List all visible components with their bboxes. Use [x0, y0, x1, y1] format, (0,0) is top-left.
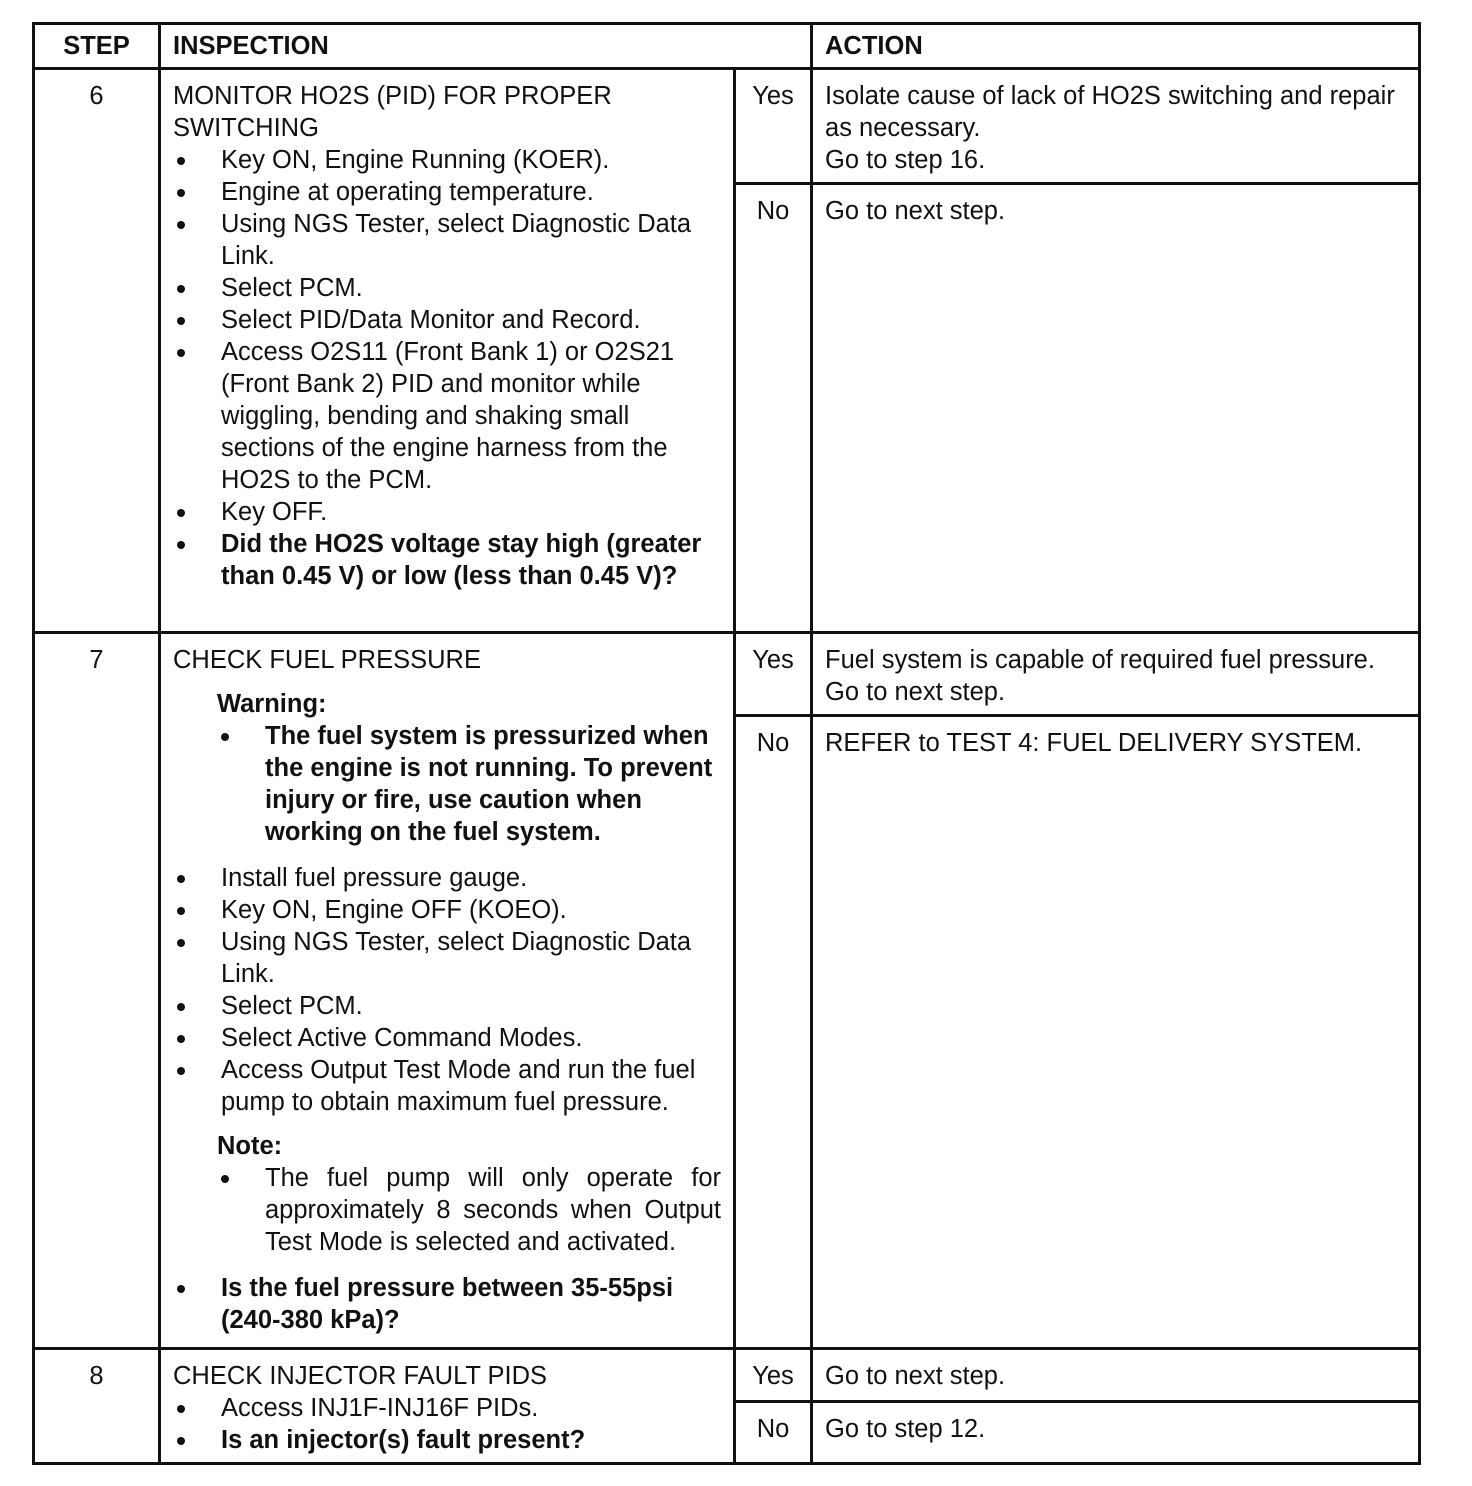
header-inspection: INSPECTION [160, 24, 812, 69]
action-line: Isolate cause of lack of HO2S switching and repair as necessary. [825, 82, 1395, 142]
list-item: Access O2S11 (Front Bank 1) or O2S21 (Front Bank 2) PID and monitor while wiggling, bending and shaking small sections of the engine harness from the HO2S to the PCM. [173, 336, 721, 496]
step-number: 8 [34, 1349, 160, 1464]
table-header-row [34, 24, 1420, 69]
list-item: Select PCM. [173, 990, 721, 1022]
step-8-yes-row [34, 1349, 1420, 1402]
note-text: The fuel pump will only operate for approximately 8 seconds when Output Test Mode is selected and activated. [217, 1162, 721, 1258]
list-item: Using NGS Tester, select Diagnostic Data Link. [173, 926, 721, 990]
no-action [812, 1402, 1420, 1464]
diagnostic-table-page [32, 22, 1418, 1464]
note-block [217, 1130, 721, 1258]
step-8-inspection [160, 1349, 735, 1464]
list-item: Access INJ1F-INJ16F PIDs. [173, 1392, 721, 1424]
list-item: Key OFF. [173, 496, 721, 528]
step-7-question-list [173, 1272, 721, 1336]
action-line: Go to step 16. [825, 146, 986, 174]
note-title: Note: [217, 1132, 283, 1160]
no-action [812, 184, 1420, 633]
warning-text: The fuel system is pressurized when the engine is not running. To prevent injury or fire, use caution when working on the fuel system. [217, 720, 721, 848]
note-list [217, 1162, 721, 1258]
no-label: No [735, 716, 812, 1349]
list-item: Install fuel pressure gauge. [173, 862, 721, 894]
action-line: Go to next step. [825, 197, 1006, 225]
step-question: Did the HO2S voltage stay high (greater than 0.45 V) or low (less than 0.45 V)? [173, 528, 721, 592]
no-action [812, 716, 1420, 1349]
step-title: MONITOR HO2S (PID) FOR PROPER SWITCHING [173, 82, 612, 142]
step-6-inspection [160, 69, 735, 633]
step-7-yes-row [34, 633, 1420, 716]
yes-label: Yes [735, 69, 812, 184]
step-6-yes-row [34, 69, 1420, 184]
step-6-bullets [173, 144, 721, 592]
list-item: Select PCM. [173, 272, 721, 304]
step-question: Is an injector(s) fault present? [173, 1424, 721, 1456]
list-item: Key ON, Engine OFF (KOEO). [173, 894, 721, 926]
diagnostic-table [32, 22, 1421, 1465]
step-title: CHECK INJECTOR FAULT PIDS [173, 1362, 548, 1390]
step-7-inspection [160, 633, 735, 1349]
action-line: Go to next step. [825, 678, 1006, 706]
yes-action [812, 1349, 1420, 1402]
action-line: Fuel system is capable of required fuel pressure. [825, 646, 1375, 674]
yes-action [812, 633, 1420, 716]
list-item: Select Active Command Modes. [173, 1022, 721, 1054]
yes-label: Yes [735, 633, 812, 716]
list-item: Using NGS Tester, select Diagnostic Data Link. [173, 208, 721, 272]
list-item: Key ON, Engine Running (KOER). [173, 144, 721, 176]
action-line: Go to next step. [825, 1362, 1006, 1390]
step-number: 6 [34, 69, 160, 633]
step-8-bullets [173, 1392, 721, 1456]
list-item: Engine at operating temperature. [173, 176, 721, 208]
warning-list [217, 720, 721, 848]
no-label: No [735, 184, 812, 633]
action-line: REFER to TEST 4: FUEL DELIVERY SYSTEM. [825, 729, 1363, 757]
list-item: Select PID/Data Monitor and Record. [173, 304, 721, 336]
action-line: Go to step 12. [825, 1415, 986, 1444]
step-7-bullets [173, 862, 721, 1118]
step-question: Is the fuel pressure between 35-55psi (240-380 kPa)? [173, 1272, 721, 1336]
yes-label: Yes [735, 1349, 812, 1402]
header-step: STEP [34, 24, 160, 69]
warning-block [217, 688, 721, 848]
step-number: 7 [34, 633, 160, 1349]
header-action: ACTION [812, 24, 1420, 69]
yes-action [812, 69, 1420, 184]
list-item: Access Output Test Mode and run the fuel pump to obtain maximum fuel pressure. [173, 1054, 721, 1118]
warning-title: Warning: [217, 690, 327, 718]
step-title: CHECK FUEL PRESSURE [173, 646, 481, 674]
no-label: No [735, 1402, 812, 1464]
